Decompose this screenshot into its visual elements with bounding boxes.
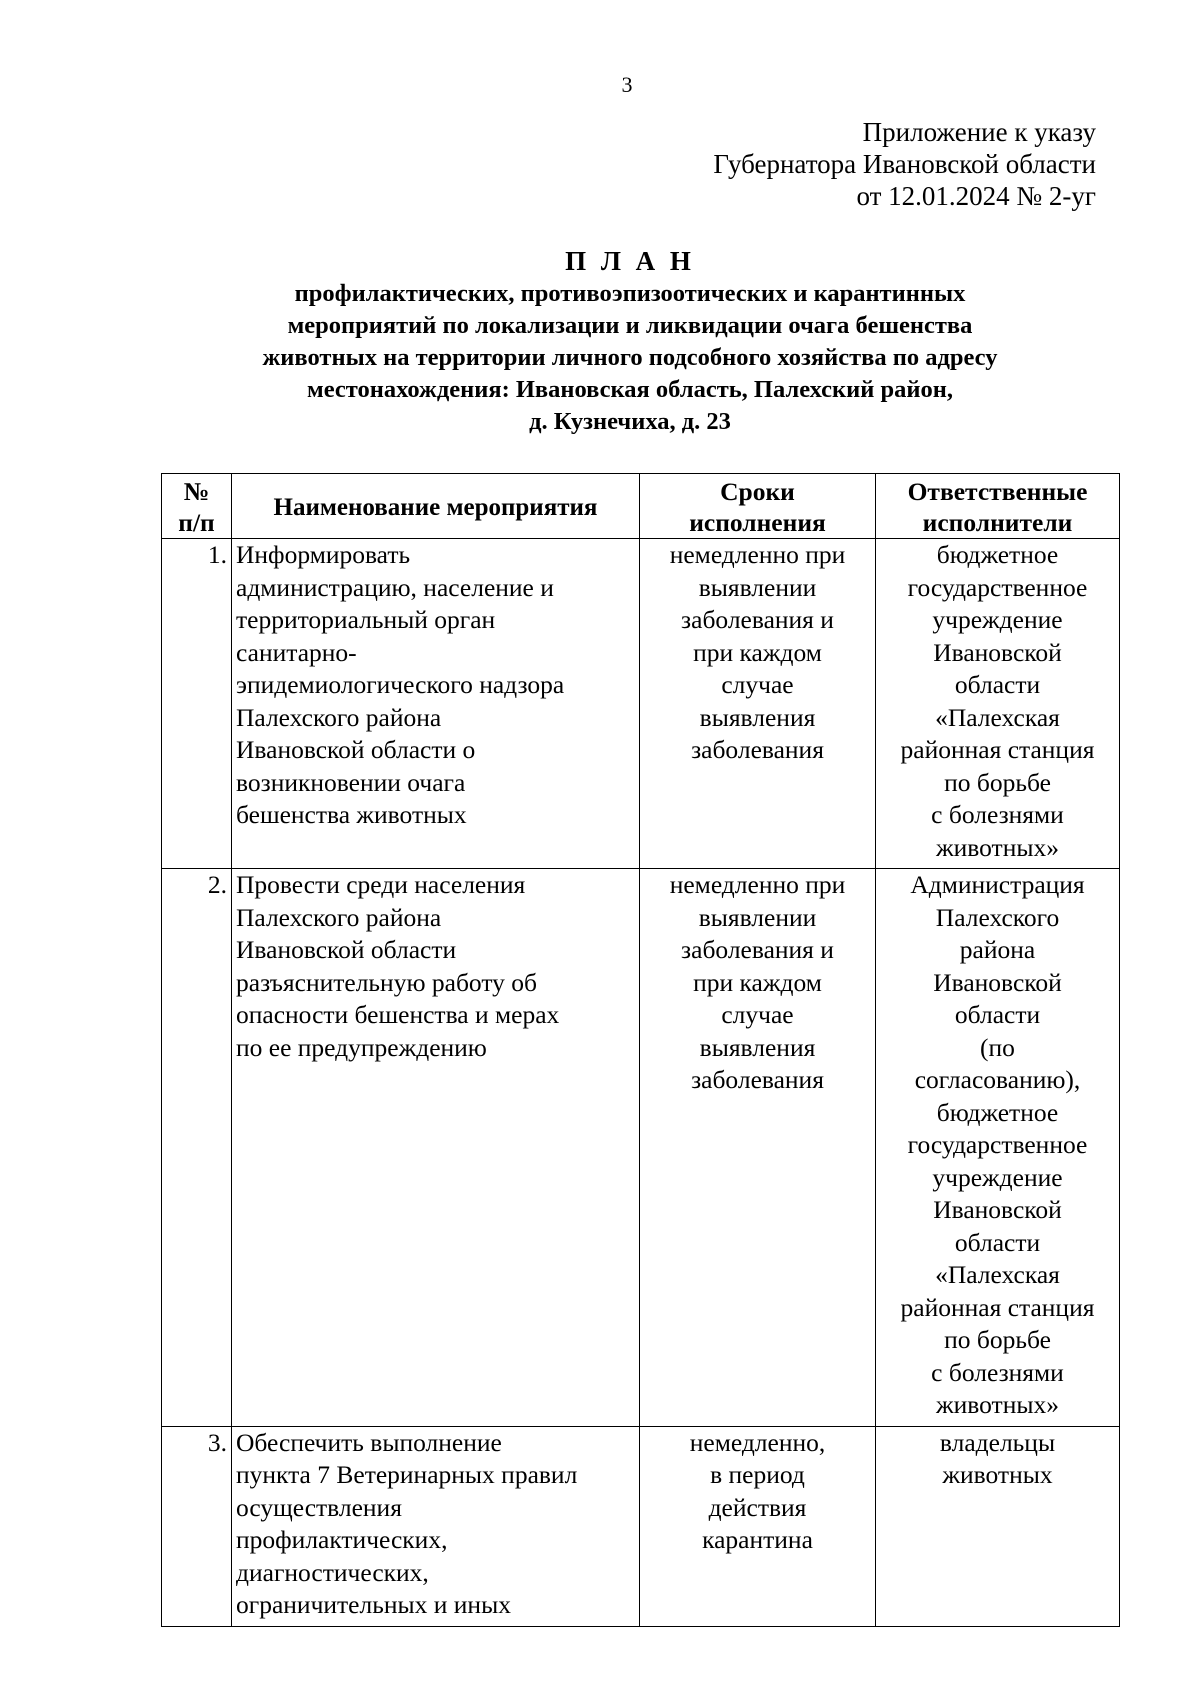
cell-line: Ответственные	[907, 477, 1088, 506]
cell-line: №	[183, 477, 210, 506]
cell-line: п/п	[178, 508, 215, 537]
cell-line: администрацию, население и	[236, 572, 554, 602]
subtitle-line: д. Кузнечиха, д. 23	[529, 408, 731, 435]
row-action	[232, 869, 640, 1427]
appendix-reference	[713, 116, 1096, 212]
cell-line: ограничительных и иных	[236, 1590, 511, 1619]
row-responsible	[876, 869, 1120, 1427]
row-deadline	[640, 869, 876, 1427]
cell-line: по ее предупреждению	[236, 1032, 487, 1062]
row-deadline	[640, 539, 876, 869]
row-responsible	[876, 539, 1120, 869]
cell-line: «Палехская	[935, 1260, 1060, 1289]
cell-line: Ивановской области о	[236, 735, 476, 764]
row-number: 2.	[162, 869, 232, 1427]
table-row	[162, 869, 1120, 1427]
row-deadline	[640, 1426, 876, 1626]
cell-line: в период	[710, 1460, 805, 1489]
cell-line: разъяснительную работу об	[236, 967, 537, 997]
cell-line: с болезнями	[931, 800, 1064, 829]
plan-table	[161, 473, 1120, 1627]
cell-line: опасности бешенства и мерах	[236, 1000, 560, 1029]
cell-line: Наименование мероприятия	[273, 493, 598, 521]
cell-line: бешенства животных	[236, 800, 467, 829]
cell-line: Ивановской	[933, 1195, 1062, 1224]
cell-line: заболевания	[691, 1065, 824, 1094]
cell-line: Ивановской	[933, 967, 1062, 997]
row-responsible	[876, 1426, 1120, 1626]
cell-line: заболевания и	[681, 605, 834, 634]
cell-line: немедленно при	[669, 870, 846, 899]
cell-line: случае	[721, 1000, 794, 1029]
cell-line: немедленно,	[689, 1427, 826, 1457]
cell-line: с болезнями	[931, 1357, 1064, 1387]
row-action	[232, 1426, 640, 1626]
cell-line: эпидемиологического надзора	[236, 670, 565, 699]
cell-line: осуществления	[236, 1492, 402, 1522]
cell-line: районная станция	[900, 735, 1095, 764]
cell-line: карантина	[702, 1525, 813, 1554]
cell-line: учреждение	[932, 1162, 1063, 1192]
subtitle-line: профилактических, противоэпизоотических и карантинных	[294, 280, 966, 307]
cell-line: Ивановской	[933, 637, 1062, 667]
cell-line: выявления	[699, 1032, 816, 1062]
cell-line: Провести среди населения	[236, 870, 526, 899]
cell-line: учреждение	[932, 605, 1063, 634]
cell-line: Информировать	[236, 540, 411, 569]
cell-line: животных»	[936, 1390, 1059, 1419]
cell-line: Палехского района	[236, 902, 442, 932]
cell-line: немедленно при	[669, 540, 846, 569]
subtitle-line: мероприятий по локализации и ликвидации очага бешенства	[287, 312, 973, 339]
cell-line: животных»	[936, 832, 1059, 862]
cell-line: по борьбе	[944, 1325, 1051, 1354]
cell-line: Палехского района	[236, 702, 442, 732]
header-term	[640, 474, 876, 539]
table-row	[162, 1426, 1120, 1626]
table-row	[162, 539, 1120, 869]
cell-line: исполнители	[922, 508, 1073, 537]
cell-line: выявлении	[698, 902, 817, 932]
cell-line: выявлении	[698, 572, 817, 602]
cell-line: диагностических,	[236, 1557, 429, 1587]
row-number: 3.	[162, 1426, 232, 1626]
header-name	[232, 474, 640, 539]
cell-line: санитарно-	[236, 637, 357, 667]
cell-line: районная станция	[900, 1292, 1095, 1322]
cell-line: при каждом	[693, 967, 822, 997]
row-number: 1.	[162, 539, 232, 869]
cell-line: Администрация	[910, 870, 1085, 899]
cell-line: Обеспечить выполнение	[236, 1427, 502, 1457]
cell-line: при каждом	[693, 637, 822, 667]
cell-line: по борьбе	[944, 767, 1051, 797]
header-num	[162, 474, 232, 539]
appendix-line: Приложение к указу	[862, 117, 1096, 147]
cell-line: государственное	[907, 1130, 1088, 1159]
cell-line: возникновении очага	[236, 767, 466, 797]
cell-line: (по	[980, 1032, 1015, 1062]
cell-line: района	[959, 935, 1036, 964]
cell-line: бюджетное	[936, 540, 1059, 569]
cell-line: исполнения	[689, 508, 826, 537]
cell-line: области	[954, 670, 1041, 699]
cell-line: согласованию),	[914, 1065, 1081, 1094]
cell-line: пункта 7 Ветеринарных правил	[236, 1460, 578, 1489]
table-header-row	[162, 474, 1120, 539]
cell-line: выявления	[699, 702, 816, 732]
page-number: 3	[621, 72, 633, 97]
plan-subtitle	[160, 278, 1100, 438]
cell-line: области	[954, 1000, 1041, 1029]
cell-line: государственное	[907, 572, 1088, 602]
cell-line: животных	[942, 1460, 1053, 1489]
appendix-line: от 12.01.2024 № 2-уг	[856, 181, 1096, 211]
cell-line: Ивановской области	[236, 935, 457, 964]
subtitle-line: животных на территории личного подсобного хозяйства по адресу	[262, 344, 998, 371]
cell-line: профилактических,	[236, 1525, 448, 1554]
cell-line: действия	[708, 1492, 807, 1522]
cell-line: заболевания	[691, 735, 824, 764]
plan-title: П Л А Н	[565, 246, 695, 276]
row-action	[232, 539, 640, 869]
cell-line: территориальный орган	[236, 605, 496, 634]
cell-line: заболевания и	[681, 935, 834, 964]
cell-line: «Палехская	[935, 702, 1060, 732]
cell-line: Сроки	[720, 477, 795, 506]
appendix-line: Губернатора Ивановской области	[713, 149, 1096, 179]
cell-line: владельцы	[939, 1427, 1056, 1457]
cell-line: бюджетное	[936, 1097, 1059, 1127]
cell-line: Палехского	[935, 902, 1060, 932]
cell-line: области	[954, 1227, 1041, 1257]
subtitle-line: местонахождения: Ивановская область, Палехский район,	[307, 376, 953, 403]
cell-line: случае	[721, 670, 794, 699]
header-resp	[876, 474, 1120, 539]
